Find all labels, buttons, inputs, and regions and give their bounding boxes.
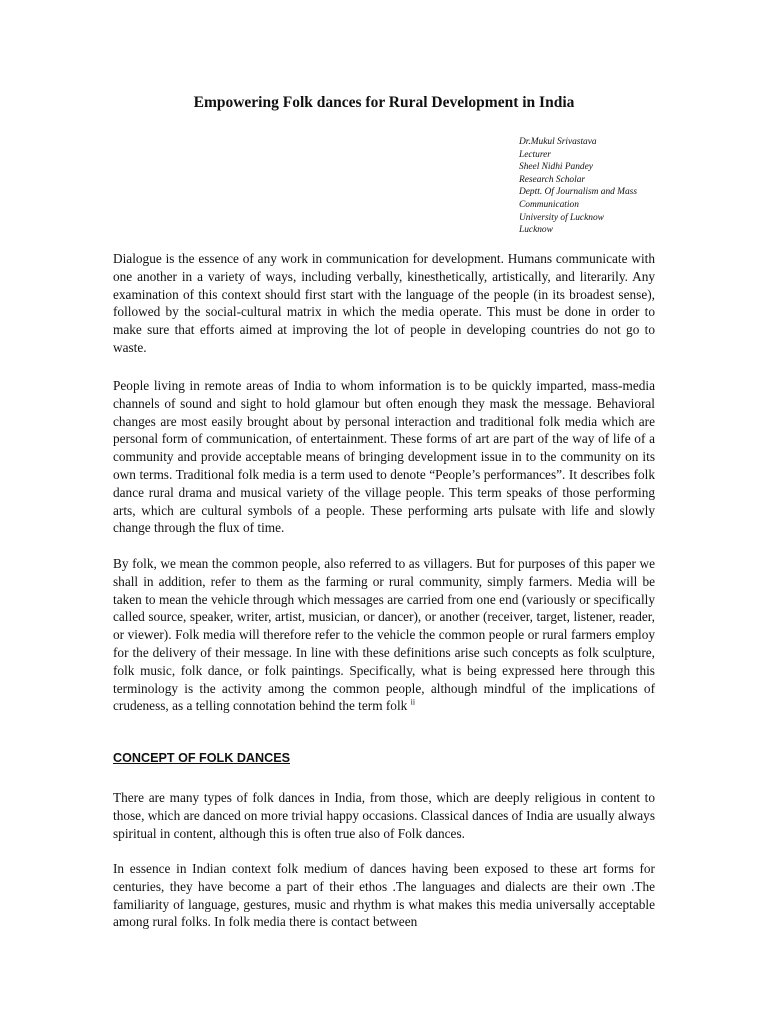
author-line: Dr.Mukul Srivastava	[519, 137, 597, 147]
author-line: Research Scholar	[519, 174, 586, 185]
paragraph-indian-context: In essence in Indian context folk medium of dances having been exposed to these art forms for centuries, they have become a part of their ethos .The languages and dialects are their own .The familiarity of language, gestures, music and rhythm is what makes this media universally acceptable among rural folks. In folk media there is contact between	[113, 861, 655, 930]
paragraph-dialogue: Dialogue is the essence of any work in communication for development. Humans communicate with one another in a variety of ways, including verbally, kinesthetically, artistically, and literarily. Any examination of this context should first start with the language of the people (in its broadest sense), followed by the social-cultural matrix in which the media operate. This must be done in order to make sure that efforts aimed at improving the lot of people in developing countries do not go to waste.	[113, 251, 655, 355]
author-line: Deptt. Of Journalism and Mass	[519, 187, 637, 198]
author-block	[519, 136, 661, 237]
paragraph-by-folk-text: By folk, we mean the common people, also referred to as villagers. But for purposes of this paper we shall in addition, refer to them as the farming or rural community, simply farmers. Media will be taken to mean the vehicle through which messages are carried from one end (variously or specifically called source, speaker, writer, artist, musician, or dancer), or another (receiver, target, listener, reader, or viewer). Folk media will therefore refer to the vehicle the common people or rural farmers employ for the delivery of their message. In line with these definitions arise such concepts as folk sculpture, folk music, folk dance, or folk paintings. Specifically, what is being expressed here through this terminology is the activity among the common people, although mindful of the implications of crudeness, as a telling connotation behind the term folk	[113, 556, 655, 714]
paper-title: Empowering Folk dances for Rural Development in India	[193, 94, 575, 111]
footnote-marker[interactable]: ii	[410, 697, 416, 707]
author-line: University of Lucknow	[519, 212, 604, 223]
paragraph-types-of-folk-dances: There are many types of folk dances in India, from those, which are deeply religious in content to those, which are danced on more trivial happy occasions. Classical dances of India are usually always spiritual in content, although this is often true also of Folk dances.	[113, 790, 655, 841]
author-line: Communication	[519, 199, 579, 210]
section-heading: CONCEPT OF FOLK DANCES	[113, 751, 291, 765]
author-line: Sheel Nidhi Pandey	[519, 162, 593, 173]
paragraph-by-folk	[113, 555, 655, 715]
author-line: Lecturer	[519, 149, 551, 160]
paragraph-remote-areas: People living in remote areas of India to whom information is to be quickly imparted, mass-media channels of sound and sight to hold glamour but often enough they mask the message. Behavioral changes are most easily brought about by personal interaction and traditional folk media which are personal form of communication, of entertainment. These forms of art are part of the way of life of a community and provide acceptable means of bringing development issue in to the community on its own terms. Traditional folk media is a term used to denote “People’s performances”. It describes folk dance rural drama and musical variety of the village people. This term speaks of those performing arts, which are cultural symbols of a people. These performing arts pulsate with life and slowly change through the flux of time.	[113, 378, 655, 536]
author-line: Lucknow	[519, 225, 553, 236]
